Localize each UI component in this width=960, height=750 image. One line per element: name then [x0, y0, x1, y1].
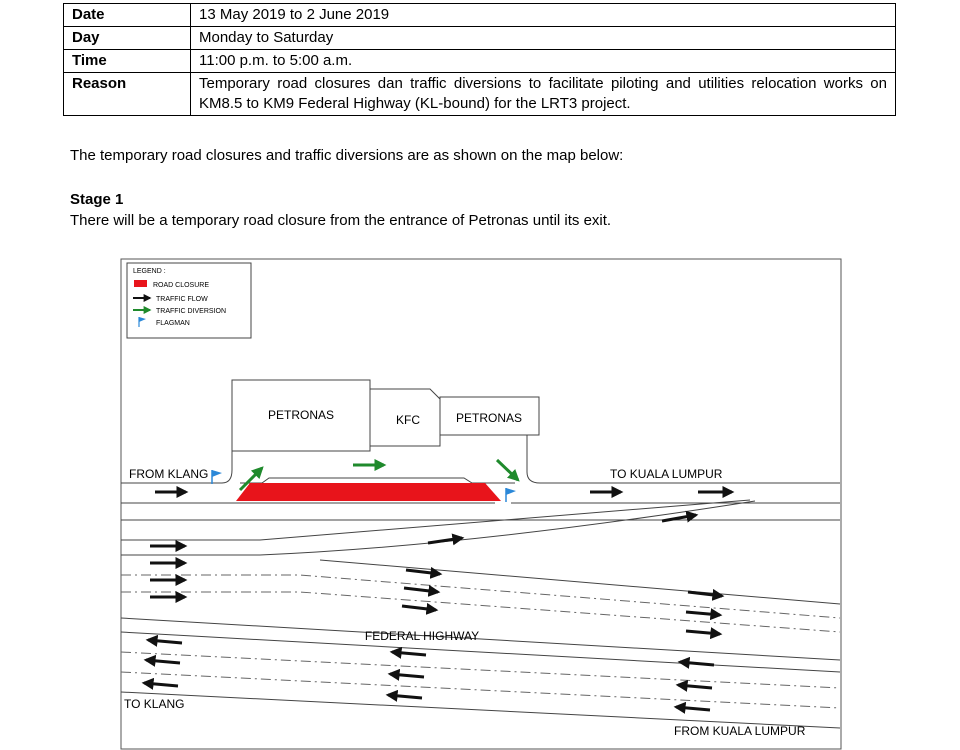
to-kuala-lumpur-label: TO KUALA LUMPUR — [610, 467, 723, 481]
federal-highway-label: FEDERAL HIGHWAY — [364, 629, 480, 643]
to-klang-label: TO KLANG — [124, 697, 185, 711]
info-label: Day — [64, 27, 191, 50]
legend-flagman-label: FLAGMAN — [156, 320, 190, 327]
from-kuala-lumpur-label: FROM KUALA LUMPUR — [674, 724, 806, 738]
info-label: Time — [64, 50, 191, 73]
legend-diversion-label: TRAFFIC DIVERSION — [156, 308, 227, 315]
intro-text: The temporary road closures and traffic diversions are as shown on the map below: — [70, 147, 624, 164]
legend — [127, 263, 251, 338]
stage-description: There will be a temporary road closure from the entrance of Petronas until its exit. — [70, 212, 612, 229]
legend-closure-swatch — [134, 280, 147, 287]
info-value: Monday to Saturday — [191, 27, 896, 50]
info-value: 13 May 2019 to 2 June 2019 — [191, 4, 896, 27]
info-value: 11:00 p.m. to 5:00 a.m. — [191, 50, 896, 73]
petronas-label-1: PETRONAS — [267, 408, 335, 422]
from-klang-label: FROM KLANG — [129, 467, 209, 481]
legend-flow-label: TRAFFIC FLOW — [156, 296, 208, 303]
info-label: Reason — [64, 73, 191, 116]
road-closure — [236, 483, 501, 501]
petronas-label-2: PETRONAS — [455, 411, 523, 425]
kfc-label: KFC — [396, 413, 420, 427]
stage-title: Stage 1 — [70, 191, 124, 208]
info-value: Temporary road closures dan traffic diversions to facilitate piloting and utilities relocation works on KM8.5 to KM9 Federal Highway (KL-bound) for the LRT3 project. — [191, 73, 896, 116]
legend-title: LEGEND : — [133, 268, 166, 275]
info-label: Date — [64, 4, 191, 27]
legend-closure-label: ROAD CLOSURE — [153, 282, 210, 289]
